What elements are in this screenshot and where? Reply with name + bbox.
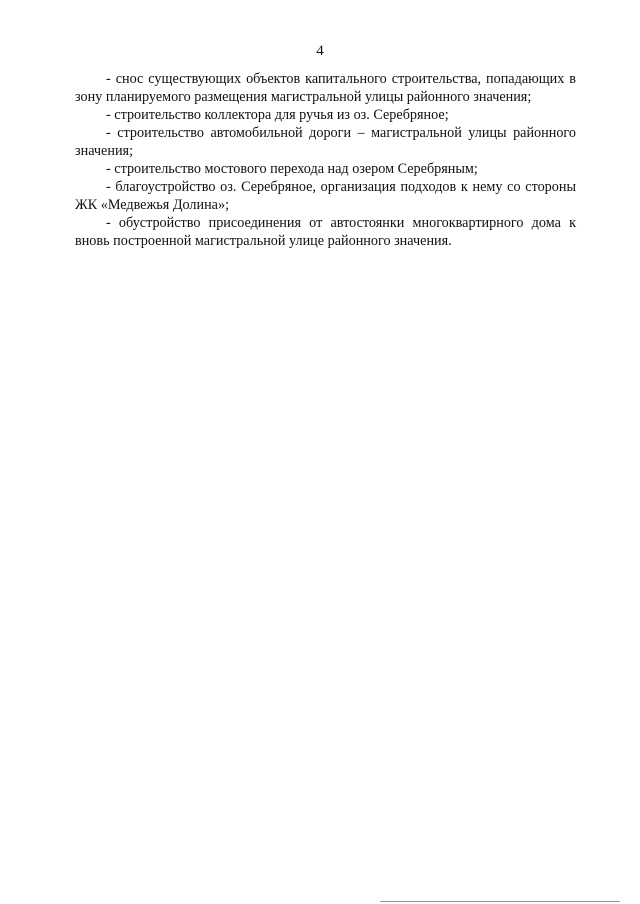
list-item: - строительство мостового перехода над озером Серебряным; xyxy=(106,161,478,177)
list-item: - обустройство присоединения от автостоянки многоквартирного дома к вновь построенной магистральной улице районного значения. xyxy=(75,215,576,249)
list-item: - строительство коллектора для ручья из оз. Серебряное; xyxy=(106,107,449,123)
list-item: - благоустройство оз. Серебряное, организация подходов к нему со стороны ЖК «Медвежья Долина»; xyxy=(75,179,576,213)
footer-divider xyxy=(380,901,620,902)
list-item: - снос существующих объектов капитального строительства, попадающих в зону планируемого размещения магистральной улицы районного значения; xyxy=(75,71,576,105)
list-item: - строительство автомобильной дороги – магистральной улицы районного значения; xyxy=(75,125,576,159)
page-number: 4 xyxy=(316,43,324,59)
document-body xyxy=(75,70,576,250)
